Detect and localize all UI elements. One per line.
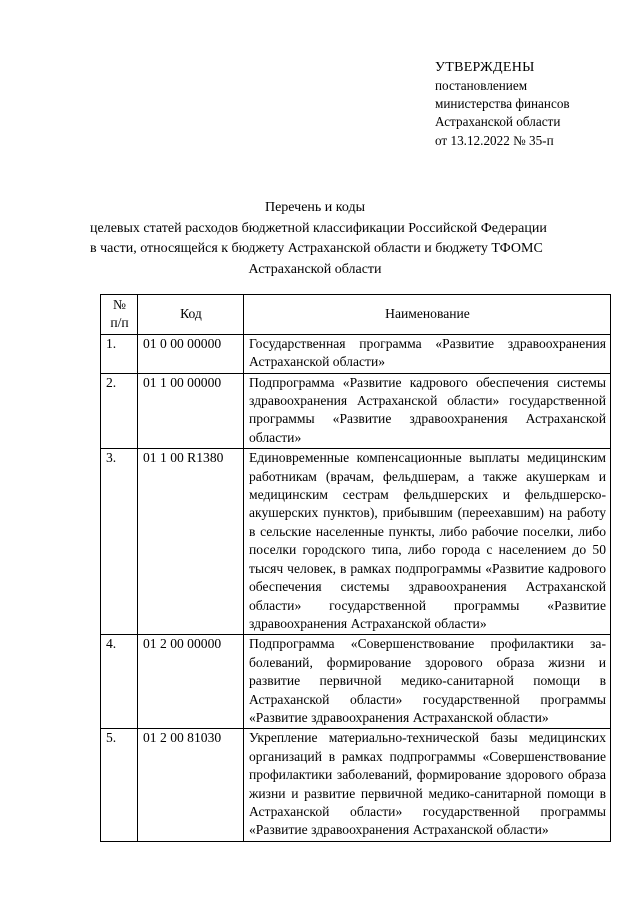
row-number: 5. — [101, 729, 138, 841]
title-line: в части, относящейся к бюджету Астраханской области и бюджету ТФОМС — [90, 241, 543, 256]
row-code: 01 1 00 00000 — [138, 373, 244, 449]
codes-table — [100, 294, 611, 842]
row-number: 4. — [101, 635, 138, 729]
row-name: Государственная программа «Развитие здравоохранения Астраханской области» — [244, 334, 611, 373]
header-number-sign: № — [113, 297, 126, 312]
row-code: 01 0 00 00000 — [138, 334, 244, 373]
table-row — [101, 373, 611, 449]
row-code: 01 2 00 81030 — [138, 729, 244, 841]
row-name: Укрепление материально-технической базы медицинских организаций в рамках подпрограммы «Совершенствование профилактики заболеваний, формирование здорового образа жизни и развитие первичной медико-санитарной помощи в Астраханской области» государственной программы «Развитие здравоохранения Астраханской области» — [244, 729, 611, 841]
header-code: Код — [138, 295, 244, 335]
row-code: 01 1 00 R1380 — [138, 449, 244, 635]
approval-date-line: от 13.12.2022 № 35-п — [435, 132, 554, 148]
table-row — [101, 334, 611, 373]
row-name: Единовременные компенсационные выплаты медицинским работникам (врачам, фельдшерам, а также акушеркам и медицинским сестрам фельдшерских и фельдшерско-акушерских пунктов), прибывшим (переехавшим) на работу в сельские населенные пункты, либо рабочие поселки, либо поселки городского типа, либо города с населением до 50 тысяч человек, в рамках подпрограммы «Развитие кадрового обеспечения системы здравоохранения Астраханской области» государственной программы «Развитие здравоохранения Астраханской области» — [244, 449, 611, 635]
row-name: Подпрограмма «Совершенствование профилактики заболеваний, формирование здорового образа жизни и развитие первичной медико-санитарной помощи в Астраханской области» государственной программы «Развитие здравоохранения Астраханской области» — [244, 635, 611, 729]
table-row — [101, 635, 611, 729]
header-number-abbr: п/п — [110, 315, 129, 331]
row-number: 1. — [101, 334, 138, 373]
row-number: 2. — [101, 373, 138, 449]
document-title — [90, 198, 547, 280]
approval-line: постановлением — [435, 78, 528, 93]
approval-line: министерства финансов — [435, 96, 570, 112]
title-line: Астраханской области — [248, 261, 382, 277]
approval-block — [435, 58, 570, 150]
approval-line: Астраханской области — [435, 114, 561, 130]
table-row — [101, 729, 611, 841]
table-row — [101, 449, 611, 635]
header-name: Наименование — [244, 295, 611, 335]
title-line: целевых статей расходов бюджетной классификации Российской Федерации — [90, 220, 547, 236]
row-number: 3. — [101, 449, 138, 635]
title-line: Перечень и коды — [264, 200, 366, 215]
table-header-row — [101, 295, 611, 335]
row-name: Подпрограмма «Развитие кадрового обеспечения системы здравоохранения Астраханской области» государственной программы «Развитие здравоохранения Астраханской области» — [244, 373, 611, 449]
row-code: 01 2 00 00000 — [138, 635, 244, 729]
header-number — [101, 295, 138, 335]
approval-heading: УТВЕРЖДЕНЫ — [435, 60, 535, 75]
